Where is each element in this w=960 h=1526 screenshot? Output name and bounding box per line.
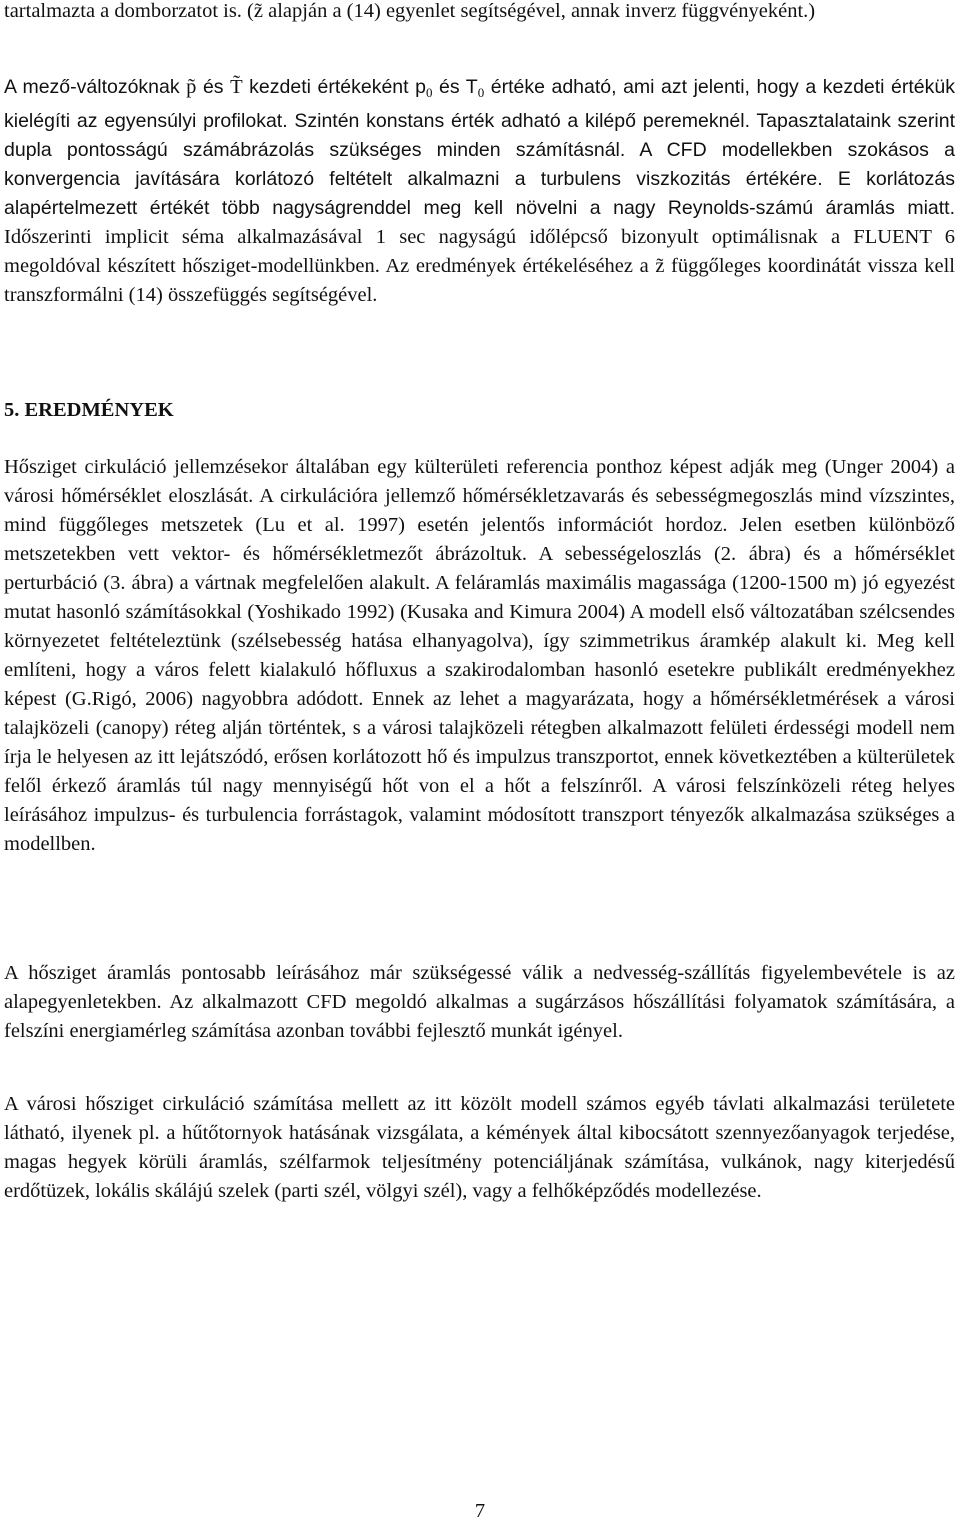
paragraph-results: Hősziget cirkuláció jellemzésekor általában egy külterületi referencia ponthoz képest adják meg (Unger 2004) a városi hőmérséklet eloszlását. A cirkulációra jellemző hőmérsékletzavarás és sebességmegoszlás mind vízszintes, mind függőleges metszetek (Lu et al. 1997) esetén jelentős információt hordoz. Jelen esetben különböző metszetekben vett vektor- és hőmérsékletmezőt ábrázoltuk. A sebességeloszlás (2. ábra) és a hőmérséklet perturbáció (3. ábra) a vártnak megfelelően alakult. A feláramlás maximális magassága (1200-1500 m) jó egyezést mutat hasonló számításokkal (Yoshikado 1992) (Kusaka and Kimura 2004) A modell első változatában szélcsendes környezetet feltételeztünk (szélsebesség hatása elhanyagolva), így szimmetrikus áramkép alakult ki. Meg kell említeni, hogy a város felett kialakuló hőfluxus a szakirodalomban hasonló esetekre publikált eredményekhez képest (G.Rigó, 2006) nagyobbra adódott. Ennek az lehet a magyarázata, hogy a hőmérsékletmérések a városi talajközeli (canopy) réteg alján történtek, s a városi talajközeli rétegben alkalmazott felületi érdességi modell nem írja le helyesen az itt lejátszódó, erősen korlátozott hő és impulzus transzportot, ennek következtében a külterületek felől érkező áramlás túl nagy mennyiségű hőt von el a hőt a felszínről. A városi felszínközeli réteg helyes leírásához impulzus- és turbulencia forrástagok, valamint módosított transzport tényezők alkalmazása szükséges a modellben. xyxy=(4,456,955,855)
text-run: kezdeti értékeként p xyxy=(242,76,426,98)
T-tilde-symbol: T̃ xyxy=(230,76,243,98)
section-heading: 5. EREDMÉNYEK xyxy=(4,399,174,421)
text-run: és T xyxy=(432,76,478,98)
text-run: A mező-változóknak xyxy=(4,76,187,98)
paragraph-initial-values xyxy=(4,73,955,310)
text-run: alapján a (14) egyenlet segítségével, annak inverz függvényeként.) xyxy=(263,0,816,22)
text-run: függőleges koordinátát vissza kell transzformálni (14) összefüggés segítségével. xyxy=(4,255,955,306)
z-tilde-symbol: z̃ xyxy=(253,0,263,22)
text-run: tartalmazta a domborzatot is. ( xyxy=(4,0,254,22)
text-run: és xyxy=(196,76,231,98)
text-run: értéke adható, ami azt jelenti, hogy a kezdeti értékük kielégíti az egyensúlyi profilokat. Szintén konstans érték adható a kilépő peremeknél. Tapasztalataink szerint dupla pontosságú számábrázolás szükséges minden számításnál. A CFD modellekben szokásos a konvergencia javítására korlátozó feltételt alkalmazni a turbulens viszkozitás értékére. E korlátozás alapértelmezett értékét több nagyságrenddel meg kell növelni a nagy Reynolds-számú áramlás miatt. xyxy=(4,76,955,219)
paragraph-applications: A városi hősziget cirkuláció számítása mellett az itt közölt modell számos egyéb távlati alkalmazási területete látható, ilyenek pl. a hűtőtornyok hatásának vizsgálata, a kémények által kibocsátott szennyezőanyagok terjedése, magas hegyek körüli áramlás, szélfarmok teljesítmény potenciáljának számítása, vulkánok, nagy kiterjedésű erdőtüzek, lokális skálájú szelek (parti szél, völgyi szél), vagy a felhőképződés modellezése. xyxy=(4,1093,955,1202)
z-tilde-symbol: z̃ xyxy=(655,255,665,277)
subscript-zero: 0 xyxy=(425,85,433,100)
p-tilde-symbol: p̃ xyxy=(186,76,197,98)
subscript-zero: 0 xyxy=(477,85,485,100)
paragraph-humidity: A hősziget áramlás pontosabb leírásához már szükségessé válik a nedvesség-szállítás figyelembevétele is az alapegyenletekben. Az alkalmazott CFD megoldó alkalmas a sugárzásos hőszállítási folyamatok számítására, a felszíni energiamérleg számítása azonban további fejlesztő munkát igényel. xyxy=(4,962,955,1042)
text-run: Időszerinti implicit séma alkalmazásával 1 sec nagyságú időlépcső bizonyult optimálisnak a FLUENT 6 megoldóval készített hősziget-modellünkben. Az eredmények értékeléséhez a xyxy=(4,226,955,277)
page-number: 7 xyxy=(474,1500,486,1522)
paragraph-intro-continuation xyxy=(4,0,815,26)
